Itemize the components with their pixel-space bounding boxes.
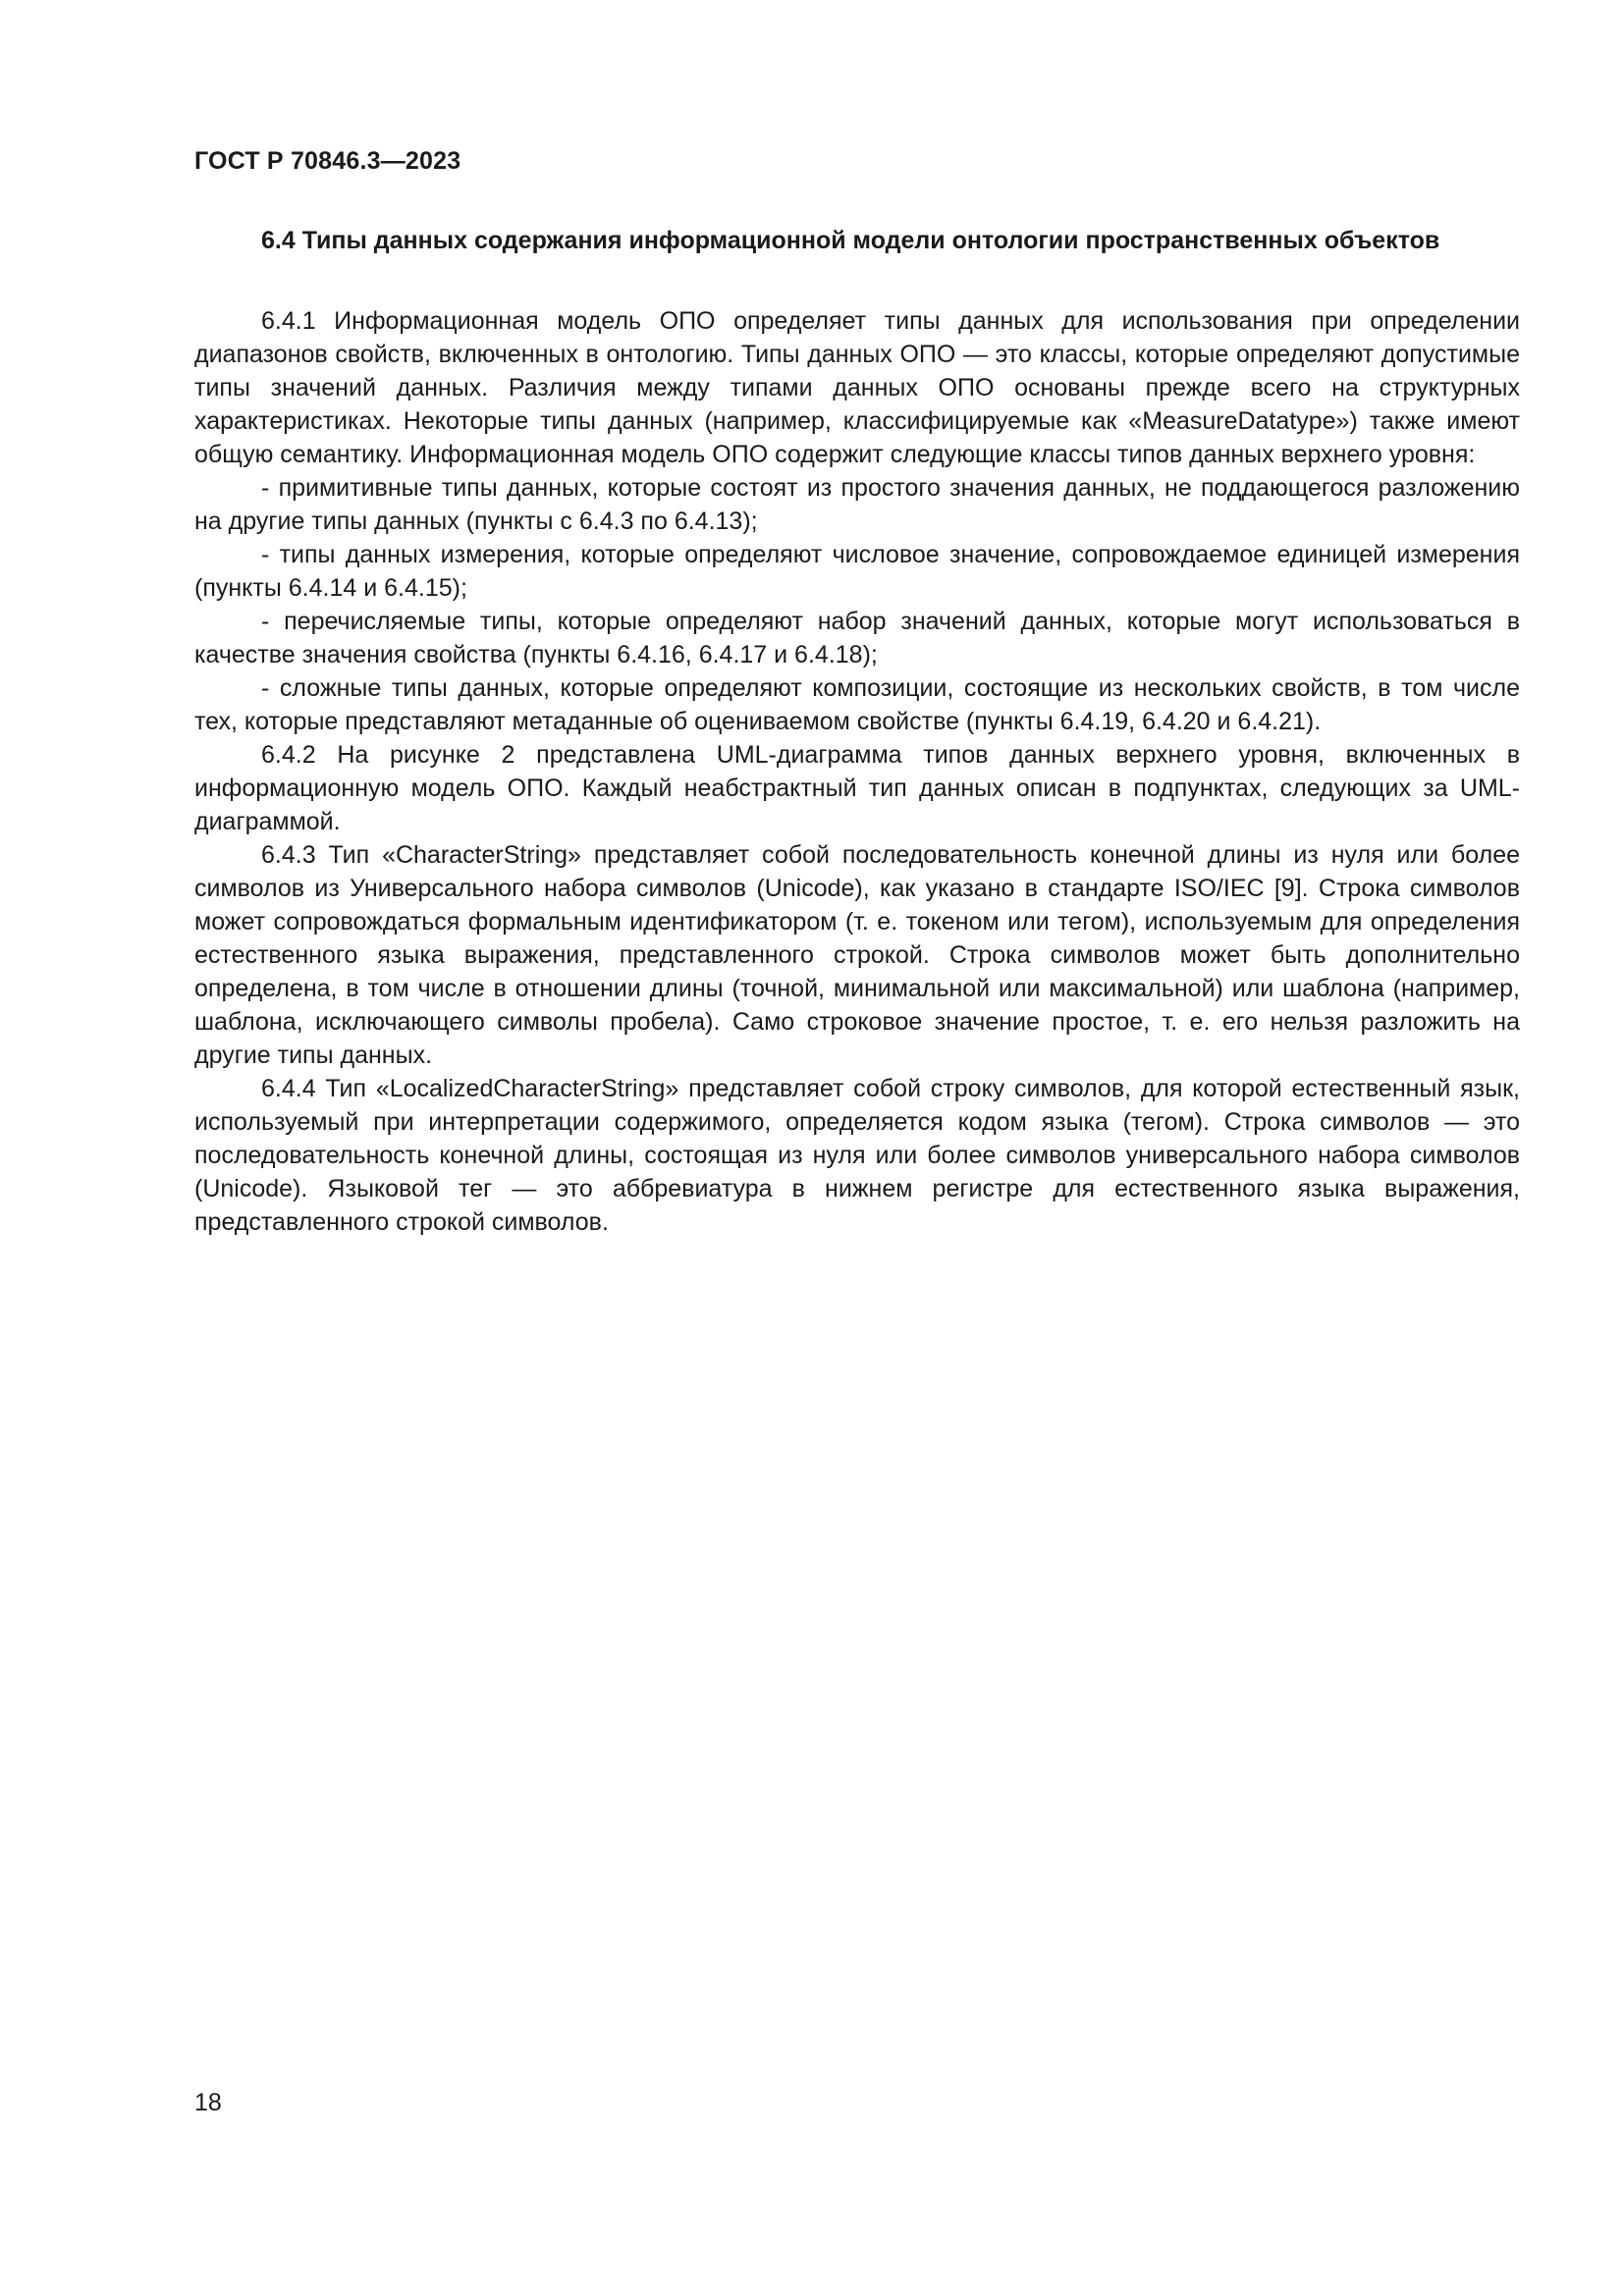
document-header: ГОСТ Р 70846.3—2023 [194,147,461,175]
list-item-complex-types: - сложные типы данных, которые определяют композиции, состоящие из нескольких свойств, в том числе тех, которые представляют метаданные об оцениваемом свойстве (пункты 6.4.19, 6.4.20 и 6.4.21). [194,674,1520,735]
list-item-measure-types: - типы данных измерения, которые определяют числовое значение, сопровождаемое единицей измерения (пункты 6.4.14 и 6.4.15); [194,541,1520,602]
paragraph-6-4-2: 6.4.2 На рисунке 2 представлена UML-диаграмма типов данных верхнего уровня, включенных в информационную модель ОПО. Каждый неабстрактный тип данных описан в подпунктах, следующих за UML-диаграммой. [194,741,1520,835]
list-item-enumerated-types: - перечисляемые типы, которые определяют набор значений данных, которые могут использоваться в качестве значения свойства (пункты 6.4.16, 6.4.17 и 6.4.18); [194,608,1520,668]
list-item-primitive-types: - примитивные типы данных, которые состоят из простого значения данных, не поддающегося разложению на другие типы данных (пункты с 6.4.3 по 6.4.13); [194,474,1520,535]
paragraph-6-4-1: 6.4.1 Информационная модель ОПО определяет типы данных для использования при определении диапазонов свойств, включенных в онтологию. Типы данных ОПО — это классы, которые определяют допустимые типы значений данных. Различия между типами данных ОПО основаны прежде всего на структурных характеристиках. Некоторые типы данных (например, классифицируемые как «MeasureDatatype») также имеют общую семантику. Информационная модель ОПО содержит следующие классы типов данных верхнего уровня: [194,307,1520,468]
paragraph-6-4-3: 6.4.3 Тип «CharacterString» представляет собой последовательность конечной длины из нуля или более символов из Универсального набора символов (Unicode), как указано в стандарте ISO/IEC [9]. Строка символов может сопровождаться формальным идентификатором (т. е. токеном или тегом), используемым для определения естественного языка выражения, представленного строкой. Строка символов может быть дополнительно определена, в том числе в отношении длины (точной, минимальной или максимальной) или шаблона (например, шаблона, исключающего символы пробела). Само строковое значение простое, т. е. его нельзя разложить на другие типы данных. [194,841,1520,1069]
section-heading: 6.4 Типы данных содержания информационной модели онтологии пространственных объектов [261,227,1440,254]
body-text [194,304,1520,1239]
paragraph-6-4-4: 6.4.4 Тип «LocalizedCharacterString» представляет собой строку символов, для которой естественный язык, используемый при интерпретации содержимого, определяется кодом языка (тегом). Строка символов — это последовательность конечной длины, состоящая из нуля или более символов универсального набора символов (Unicode). Языковой тег — это аббревиатура в нижнем регистре для естественного языка выражения, представленного строкой символов. [194,1075,1520,1236]
page-number: 18 [194,2089,222,2116]
